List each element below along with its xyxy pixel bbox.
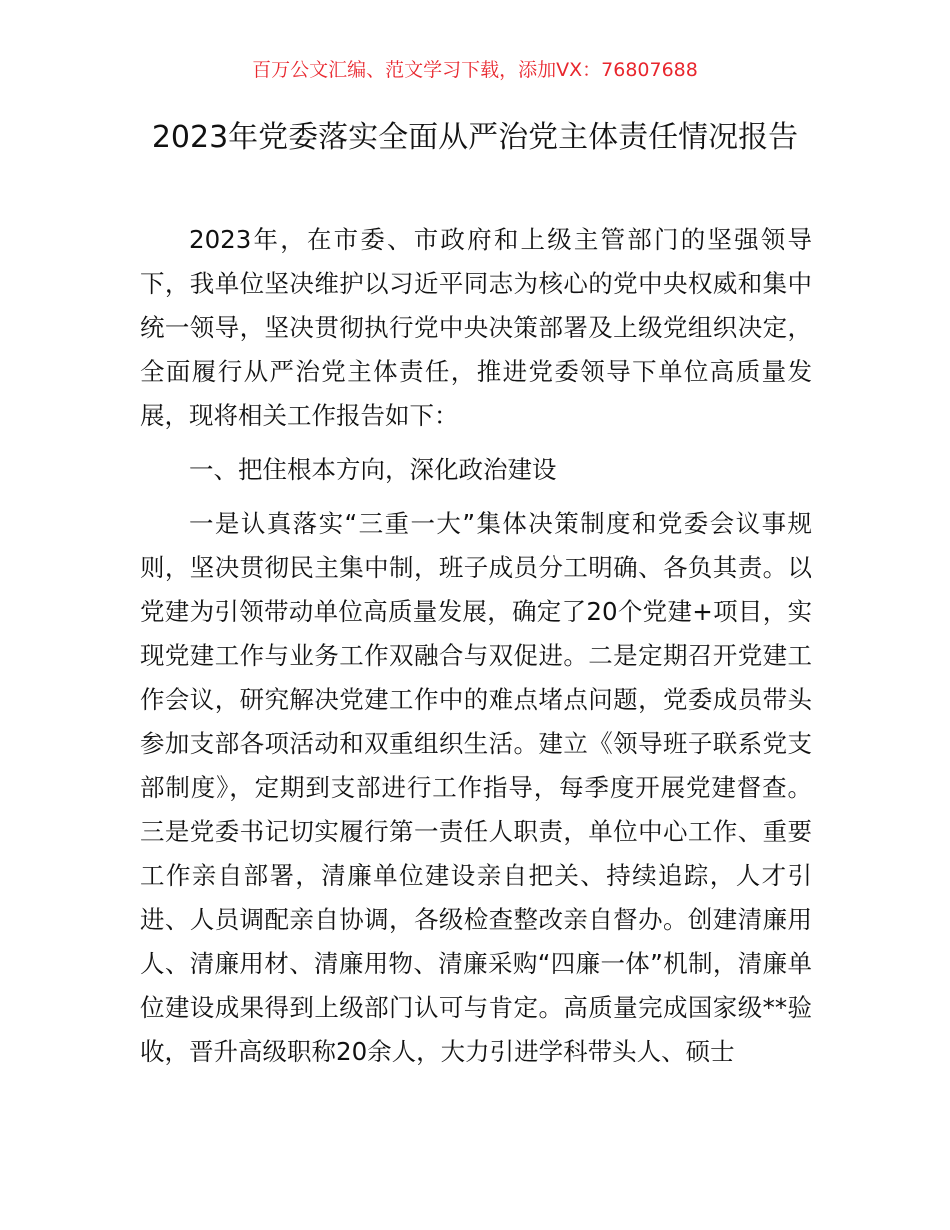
document-title: 2023年党委落实全面从严治党主体责任情况报告: [151, 120, 799, 155]
header-banner: 百万公文汇编、范文学习下载，添加VX：76807688: [252, 59, 698, 81]
section-heading: 一、把住根本方向，深化政治建设: [189, 455, 557, 484]
intro-paragraph: 2023年，在市委、市政府和上级主管部门的坚强领导下，我单位坚决维护以习近平同志为核心的党中央权威和集中统一领导，坚决贯彻执行党中央决策部署及上级党组织决定，全面履行从严治党主体责任，推进党委领导下单位高质量发展，现将相关工作报告如下：: [140, 225, 812, 430]
section-paragraph: 一是认真落实“三重一大”集体决策制度和党委会议事规则，坚决贯彻民主集中制，班子成员分工明确、各负其责。以党建为引领带动单位高质量发展，确定了20个党建+项目，实现党建工作与业务工作双融合与双促进。二是定期召开党建工作会议，研究解决党建工作中的难点堵点问题，党委成员带头参加支部各项活动和双重组织生活。建立《领导班子联系党支部制度》，定期到支部进行工作指导，每季度开展党建督查。三是党委书记切实履行第一责任人职责，单位中心工作、重要工作亲自部署，清廉单位建设亲自把关、持续追踪，人才引进、人员调配亲自协调，各级检查整改亲自督办。创建清廉用人、清廉用材、清廉用物、清廉采购“四廉一体”机制，清廉单位建设成果得到上级部门认可与肯定。高质量完成国家级**验收，晋升高级职称20余人，大力引进学科带头人、硕士: [140, 509, 812, 1066]
document-body: [140, 218, 812, 1074]
